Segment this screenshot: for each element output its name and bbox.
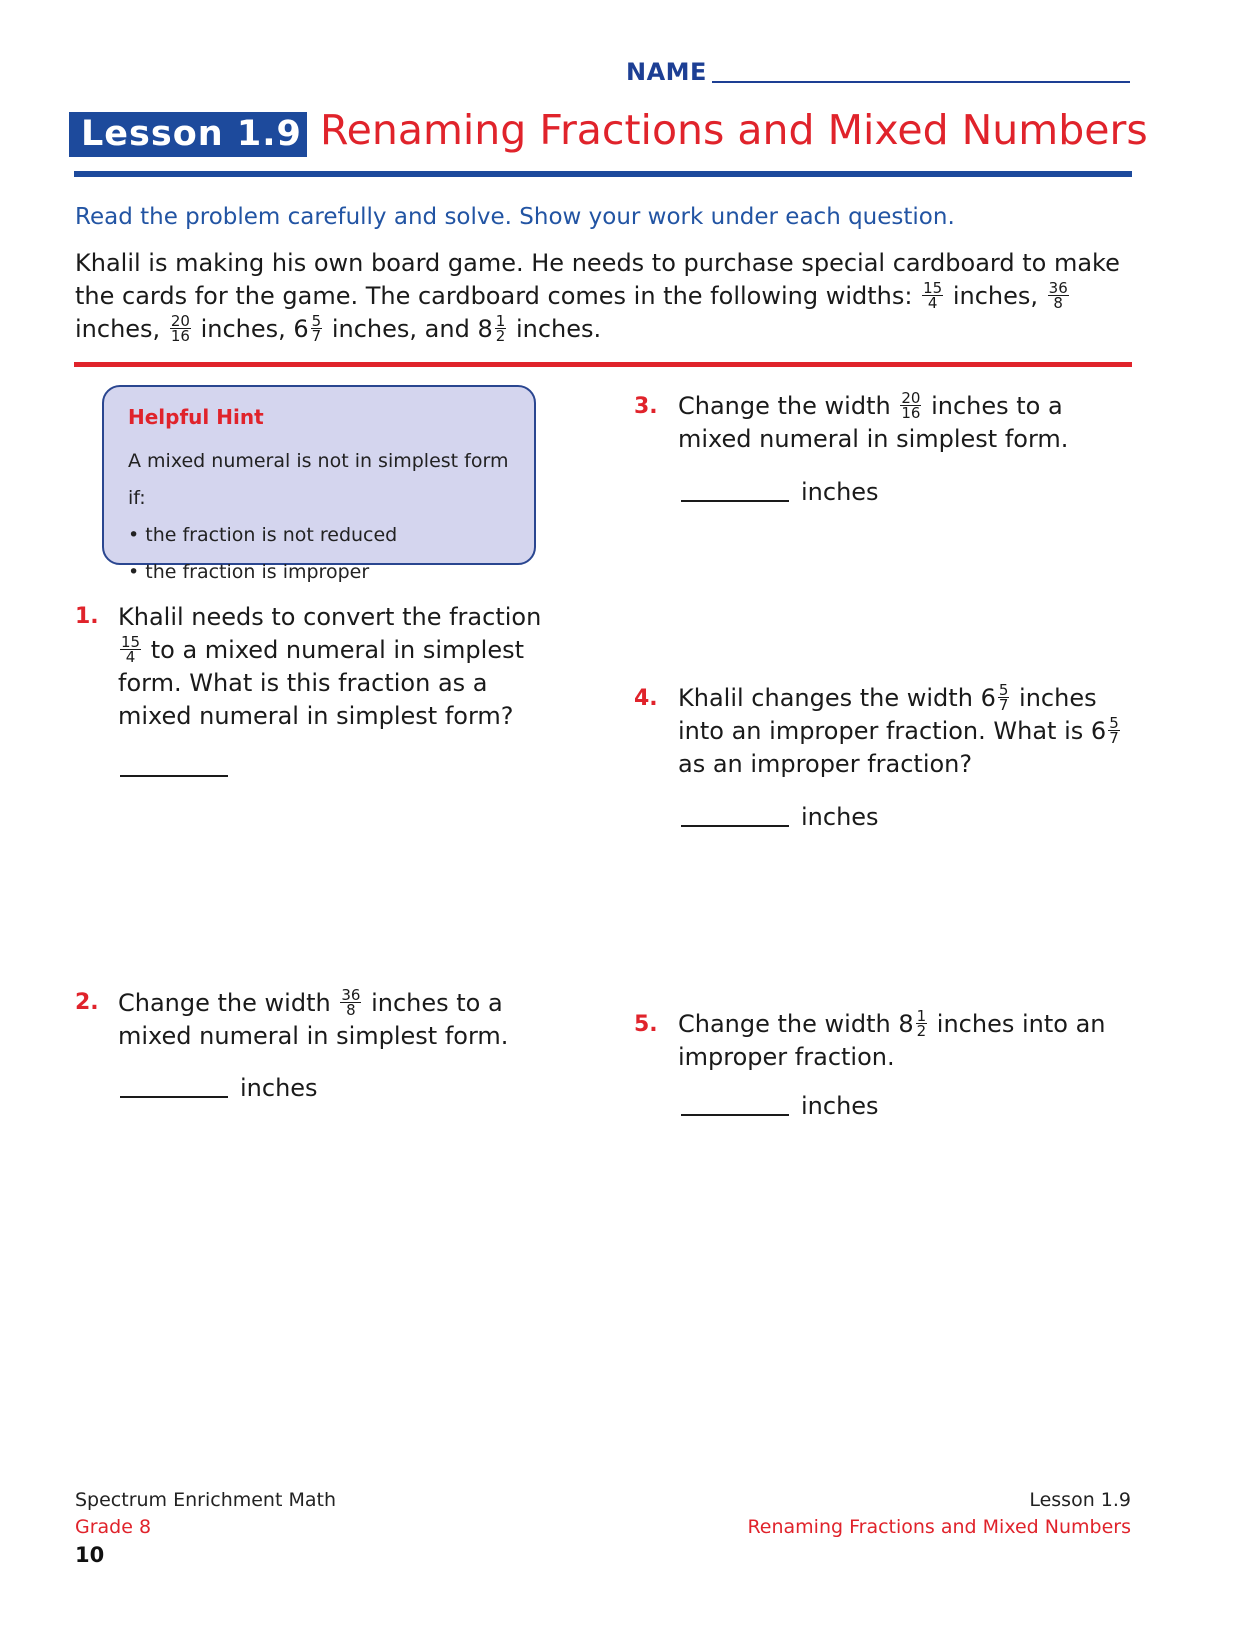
fraction: $\frac{20}{16}$ [901,388,921,422]
fraction: $\frac{15}{4}$ [923,278,943,312]
question-number: 3. [634,394,658,419]
question-text: Change the width $\frac{20}{16}$ inches to a mixed numeral in simplest form. [678,388,1069,453]
lesson-badge: Lesson 1.9 [69,112,307,157]
footer-book-title: Spectrum Enrichment Math [75,1489,336,1511]
answer-blank[interactable] [681,825,789,827]
answer-blank[interactable] [681,500,789,502]
mixed-number: 6 $\frac{5}{7}$ [980,680,1009,714]
instructions: Read the problem carefully and solve. Show your work under each question. [75,204,955,230]
name-label: NAME [626,58,707,86]
answer-blank[interactable] [120,775,228,777]
page-title: Renaming Fractions and Mixed Numbers [320,106,1148,154]
intro-text: inches, [75,315,161,343]
answer-blank[interactable] [681,1114,789,1116]
question-text: Change the width $\frac{36}{8}$ inches to a mixed numeral in simplest form. [118,985,509,1050]
mixed-number: 8 $\frac{1}{2}$ [477,311,506,345]
intro-text: Khalil is making his own board game. He needs to purchase special cardboard to make the cards for the game. The cardboard comes in the following widths: [75,249,1120,310]
mixed-number: 6 $\frac{5}{7}$ [293,311,322,345]
question-text: Khalil needs to convert the fraction $\frac{15}{4}$ to a mixed numeral in simplest form. What is this fraction as a mixed numeral in simplest form? [118,603,542,730]
question-number: 1. [75,604,99,629]
section-divider [74,362,1132,367]
unit-label: inches [240,1074,318,1102]
question-number: 2. [75,990,99,1015]
question-number: 5. [634,1012,658,1037]
intro-text: inches, and [331,315,470,343]
intro-paragraph [75,247,1140,346]
name-input-line[interactable] [712,81,1130,83]
question-text: Change the width 8 $\frac{1}{2}$ inches into an improper fraction. [678,1006,1106,1071]
footer-lesson: Lesson 1.9 [1029,1489,1131,1511]
page-number: 10 [75,1543,105,1567]
unit-label: inches [801,1092,879,1120]
footer-grade: Grade 8 [75,1516,152,1538]
question-number: 4. [634,686,658,711]
helpful-hint-box [102,385,536,583]
fraction: $\frac{36}{8}$ [1048,278,1068,312]
mixed-number: 6 $\frac{5}{7}$ [1090,713,1119,747]
question-text: Khalil changes the width 6 $\frac{5}{7}$ inches into an improper fraction. What is 6 $\frac{5}{7}$ as an improper fraction? [678,682,1138,781]
intro-text: inches, [952,282,1039,310]
fraction: $\frac{20}{16}$ [170,311,190,345]
fraction: $\frac{15}{4}$ [121,632,141,666]
title-divider [74,171,1132,177]
hint-bullet: • the fraction is not reduced [128,524,398,546]
answer-blank[interactable] [120,1096,228,1098]
hint-title: Helpful Hint [128,405,264,429]
hint-line: A mixed numeral is not in simplest form if: [128,450,509,509]
intro-text: inches, [200,315,286,343]
fraction: $\frac{36}{8}$ [341,985,361,1019]
footer-lesson-title: Renaming Fractions and Mixed Numbers [747,1516,1131,1538]
hint-bullet: • the fraction is improper [128,561,370,583]
mixed-number: 8 $\frac{1}{2}$ [898,1006,927,1040]
unit-label: inches [801,478,879,506]
unit-label: inches [801,803,879,831]
intro-text: inches. [515,315,602,343]
